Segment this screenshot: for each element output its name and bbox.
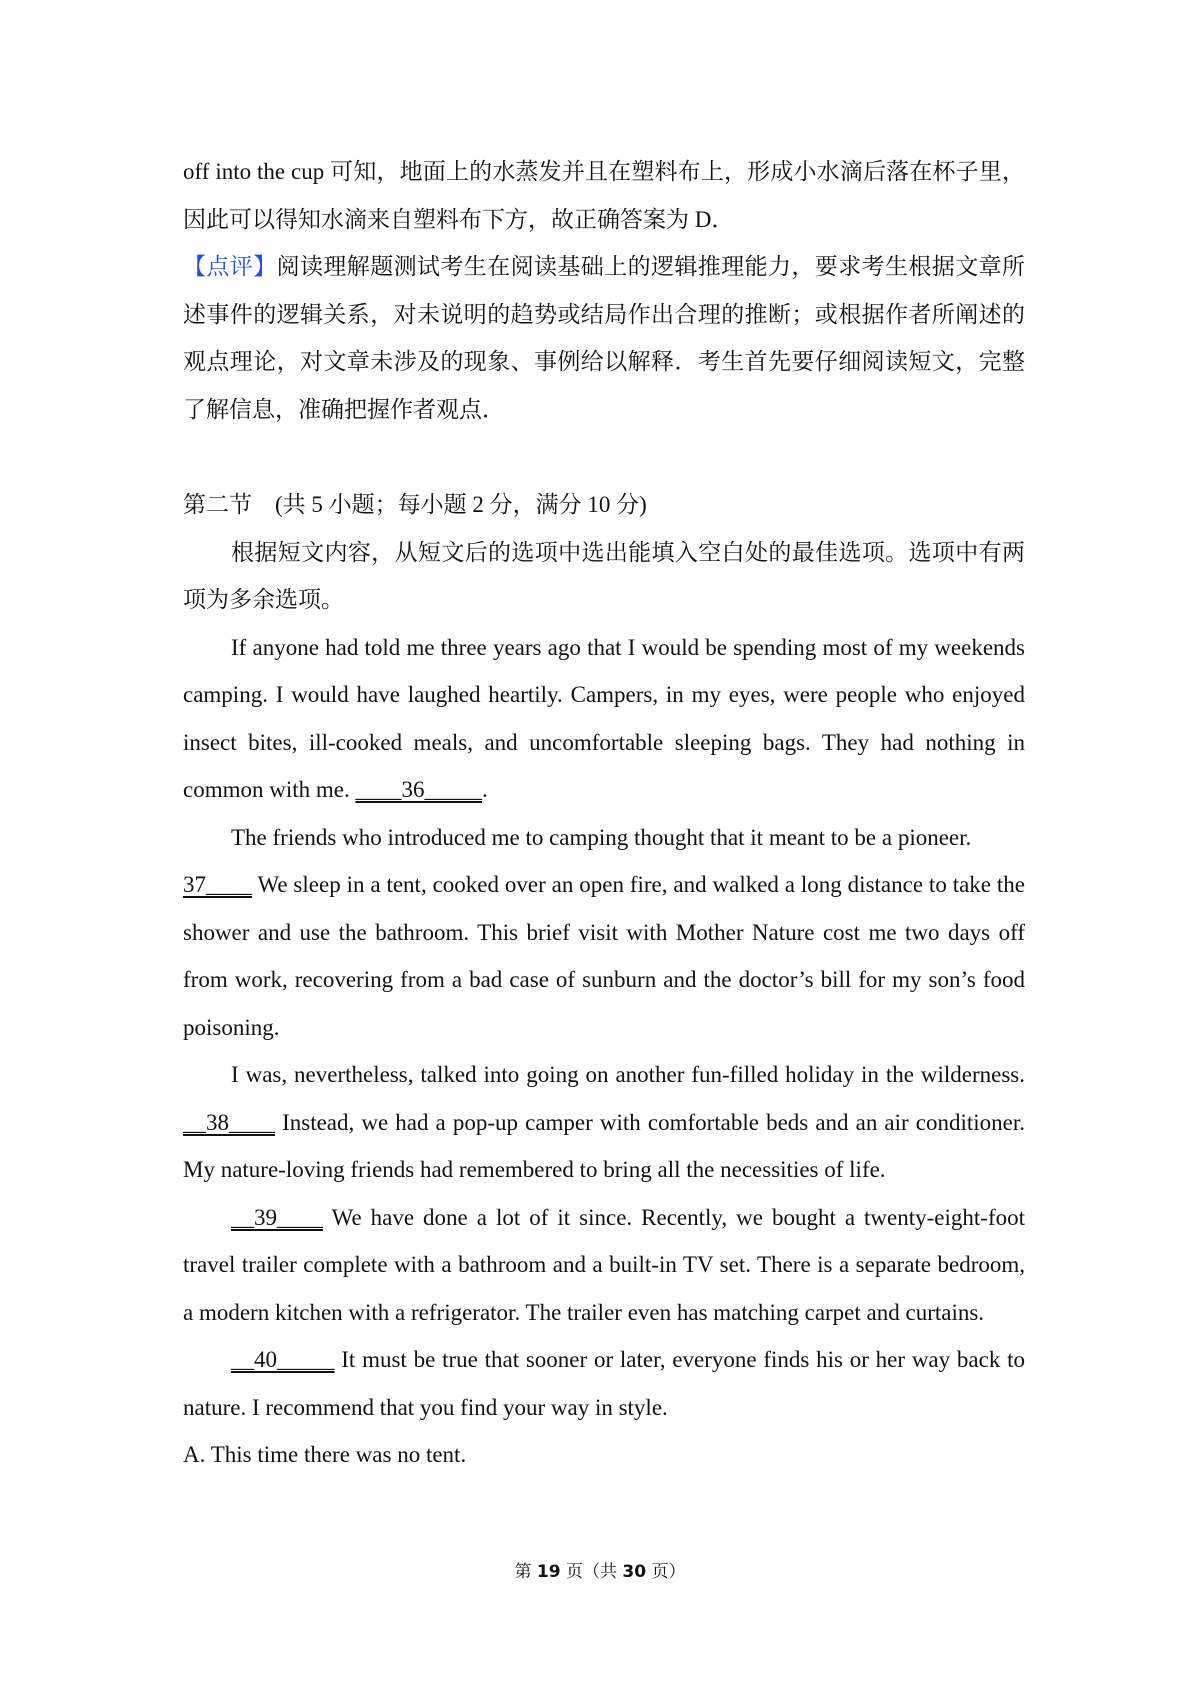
- passage-paragraph-2-intro: The friends who introduced me to camping thought that it meant to be a pioneer.: [231, 824, 972, 850]
- passage-text: We sleep in a tent, cooked over an open fire, and walked a long distance to take the shower and use the bathroom. This brief visit with Mother Nature cost me two days off from work, recovering from a bad case of sunburn and the doctor’s bill for my son’s food poisoning.: [183, 872, 1025, 1040]
- passage-text: We have done a lot of it since. Recently, we bought a twenty-eight-foot travel trailer complete with a bathroom and a built-in TV set. There is a separate bedroom, a modern kitchen with a refrigerator. The trailer even has matching carpet and curtains.: [183, 1204, 1025, 1325]
- footer-suffix: 页）: [646, 1562, 686, 1582]
- passage-text: If anyone had told me three years ago that I would be spending most of my weekends camping. I would have laughed heartily. Campers, in my eyes, were people who enjoyed insect bites, ill-cooked meals, and uncomfortable sleeping bags. They had nothing in common with me.: [183, 634, 1025, 802]
- section-instruction: 根据短文内容，从短文后的选项中选出能填入空白处的最佳选项。选项中有两项为多余选项。: [183, 539, 1025, 612]
- explanation-paragraph: off into the cup 可知，地面上的水蒸发并且在塑料布上，形成小水滴后落在杯子里，因此可以得知水滴来自塑料布下方，故正确答案为 D．: [183, 159, 1025, 232]
- comment-tag: 【点评】: [183, 254, 277, 279]
- page-total: 30: [622, 1562, 647, 1582]
- passage-text: I was, nevertheless, talked into going on another fun-filled holiday in the wilderness.: [231, 1062, 1025, 1087]
- passage-text: It must be true that sooner or later, everyone finds his or her way back to nature. I recommend that you find your way in style.: [183, 1347, 1025, 1420]
- footer-prefix: 第: [514, 1562, 537, 1582]
- section-heading: 第二节 (共 5 小题；每小题 2 分，满分 10 分): [183, 492, 647, 517]
- footer-middle: 页（共: [560, 1562, 623, 1582]
- passage-paragraph-4: [183, 1194, 1025, 1337]
- comment-text: 阅读理解题测试考生在阅读基础上的逻辑推理能力，要求考生根据文章所述事件的逻辑关系，对未说明的趋势或结局作出合理的推断；或根据作者所阐述的观点理论，对文章未涉及的现象、事例给以解释．考生首先要仔细阅读短文，完整了解信息，准确把握作者观点．: [183, 254, 1026, 422]
- passage-text: .: [481, 777, 488, 802]
- blank-40: __40_____: [231, 1347, 335, 1372]
- passage-text: Instead, we had a pop-up camper with comfortable beds and an air conditioner. My nature-loving friends had remembered to bring all the necessities of life.: [183, 1109, 1025, 1182]
- blank-37: 37____: [183, 872, 252, 897]
- page-footer: [0, 1557, 1200, 1582]
- blank-36: ____36_____: [355, 777, 482, 802]
- passage-paragraph-5: [183, 1336, 1025, 1431]
- comment-paragraph: [183, 243, 1025, 433]
- page-number: 19: [536, 1562, 561, 1582]
- blank-39: __39____: [231, 1204, 323, 1230]
- passage-paragraph-3: [183, 1051, 1025, 1194]
- passage-paragraph-2: [183, 861, 1025, 1051]
- blank-38: __38____: [183, 1109, 275, 1135]
- passage-paragraph-1: [183, 624, 1025, 814]
- document-body: [183, 148, 1025, 1479]
- option-a: A. This time there was no tent.: [183, 1442, 467, 1467]
